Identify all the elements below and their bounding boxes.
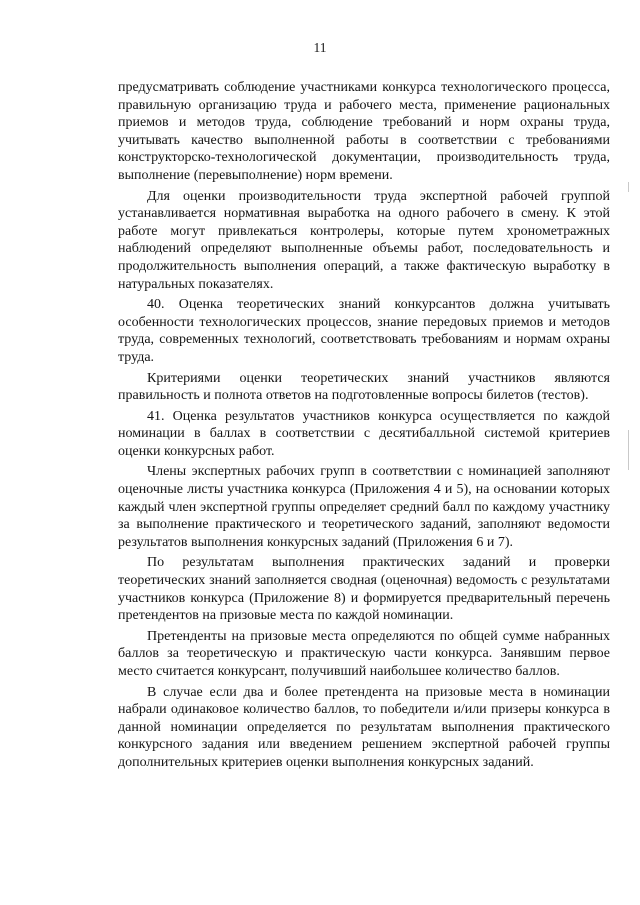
paragraph-5: 41. Оценка результатов участников конкурса осуществляется по каждой номинации в баллах в соответствии с десятибалльной системой критериев оценки конкурсных работ. <box>118 408 610 459</box>
paragraph-6: Члены экспертных рабочих групп в соответствии с номинацией заполняют оценочные листы участника конкурса (Приложения 4 и 5), на основании которых каждый член экспертной группы определяет средний балл по каждому участнику за выполнение практического и теоретического заданий, заполняют ведомости результатов выполнения конкурсных заданий (Приложения 6 и 7). <box>118 464 610 550</box>
document-body <box>118 79 610 775</box>
paragraph-7: По результатам выполнения практических заданий и проверки теоретических знаний заполняется сводная (оценочная) ведомость с результатами участников конкурса (Приложение 8) и формируется предварительный перечень претендентов на призовые места по каждой номинации. <box>118 555 610 624</box>
paragraph-3: 40. Оценка теоретических знаний конкурсантов должна учитывать особенности технологических процессов, знание передовых приемов и методов труда, современных технологий, соответствовать требованиям и нормам охраны труда. <box>118 297 610 365</box>
paragraph-4: Критериями оценки теоретических знаний участников являются правильность и полнота ответов на подготовленные вопросы билетов (тестов). <box>118 370 610 404</box>
paragraph-8: Претенденты на призовые места определяются по общей сумме набранных баллов за теоретическую и практическую части конкурса. Занявшим первое место считается конкурсант, получивший наибольшее количество баллов. <box>118 628 610 679</box>
page-number: 11 <box>313 40 327 55</box>
paragraph-1: предусматривать соблюдение участниками конкурса технологического процесса, правильную организацию труда и рабочего места, применение рациональных приемов и методов труда, соблюдение требований и норм охраны труда, учитывать качество выполненной работы в соответствии с требованиями конструкторско-технологической документации, производительность труда, выполнение (перевыполнение) норм времени. <box>118 80 610 183</box>
paragraph-9: В случае если два и более претендента на призовые места в номинации набрали одинаковое количество баллов, то победители и/или призеры конкурса в данной номинации определяется по результатам выполнения практического конкурсного задания или введением решением экспертной рабочей группы дополнительных критериев оценки выполнения конкурсных заданий. <box>118 684 610 770</box>
scan-edge-mark <box>628 430 629 470</box>
scan-edge-mark <box>628 182 629 192</box>
paragraph-2: Для оценки производительности труда экспертной рабочей группой устанавливается нормативная выработка на одного рабочего в смену. К этой работе могут привлекаться контролеры, которые путем хронометражных наблюдений определяют выполненные объемы работ, последовательность и продолжительность выполнения операций, а также фактическую выработку в натуральных показателях. <box>118 188 610 292</box>
